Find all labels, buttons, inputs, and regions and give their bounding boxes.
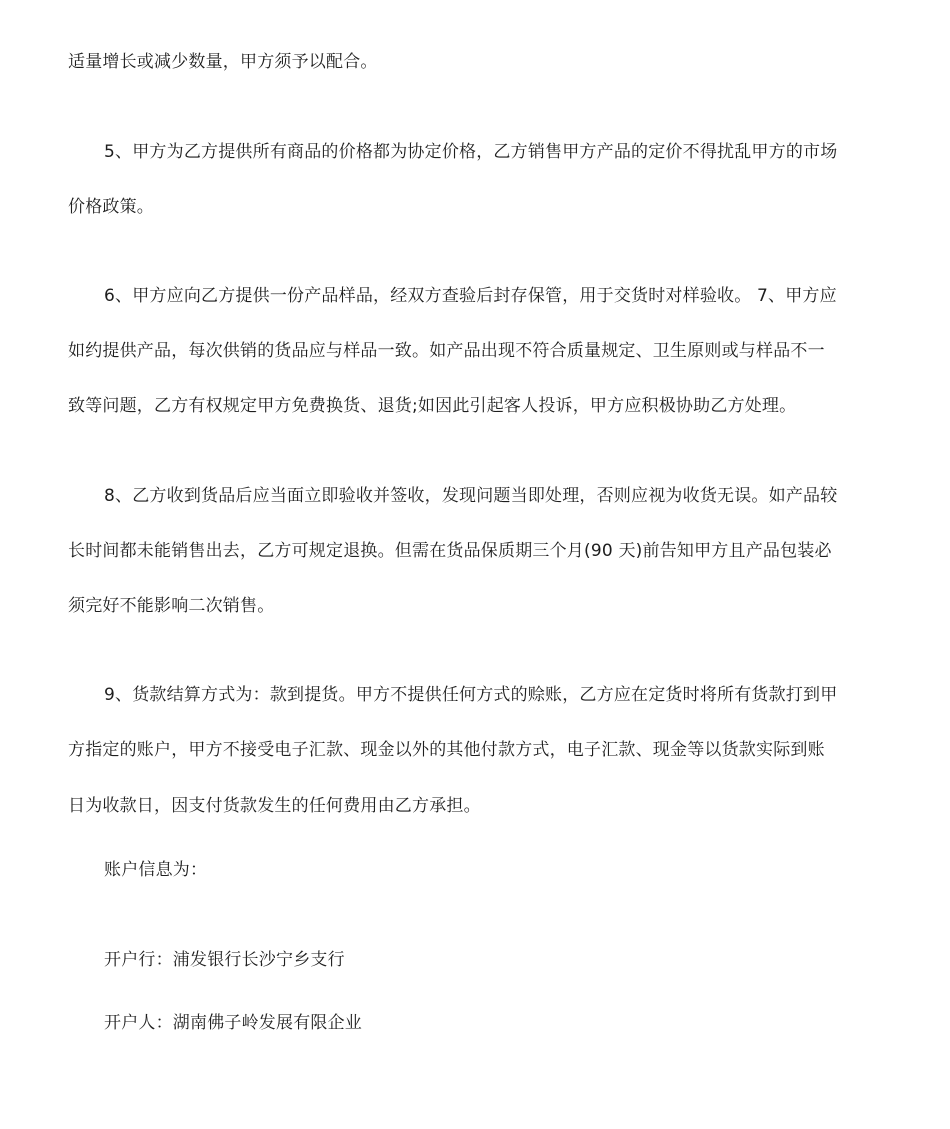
- clause-8-line-1: 8、乙方收到货品后应当面立即验收并签收，发现问题当即处理，否则应视为收货无误。如产品较: [104, 486, 838, 506]
- clause-9-line-2: 方指定的账户，甲方不接受电子汇款、现金以外的其他付款方式，电子汇款、现金等以货款实际到账: [68, 740, 825, 760]
- clause-8-line-2: 长时间都未能销售出去，乙方可规定退换。但需在货品保质期三个月(90 天)前告知甲方且产品包装必: [68, 541, 832, 561]
- paragraph-4-line-3: 适量增长或减少数量，甲方须予以配合。: [68, 52, 378, 72]
- bank-name: 开户行：浦发银行长沙宁乡支行: [104, 950, 345, 970]
- clause-5-line-1: 5、甲方为乙方提供所有商品的价格都为协定价格，乙方销售甲方产品的定价不得扰乱甲方的市场: [104, 142, 838, 162]
- clause-6-line-3: 致等问题，乙方有权规定甲方免费换货、退货;如因此引起客人投诉，甲方应积极协助乙方处理。: [68, 396, 797, 416]
- clause-6-line-1: 6、甲方应向乙方提供一份产品样品，经双方查验后封存保管，用于交货时对样验收。 7、甲方应: [104, 286, 837, 306]
- clause-5-line-2: 价格政策。: [68, 197, 154, 217]
- clause-9-line-3: 日为收款日，因支付货款发生的任何费用由乙方承担。: [68, 796, 481, 816]
- clause-8-line-3: 须完好不能影响二次销售。: [68, 596, 275, 616]
- account-info-heading: 账户信息为：: [104, 860, 208, 880]
- clause-6-line-2: 如约提供产品，每次供销的货品应与样品一致。如产品出现不符合质量规定、卫生原则或与样品不一: [68, 341, 825, 361]
- clause-9-line-1: 9、货款结算方式为：款到提货。甲方不提供任何方式的赊账，乙方应在定货时将所有货款打到甲: [104, 685, 838, 705]
- account-holder: 开户人：湖南佛子岭发展有限企业: [104, 1013, 362, 1033]
